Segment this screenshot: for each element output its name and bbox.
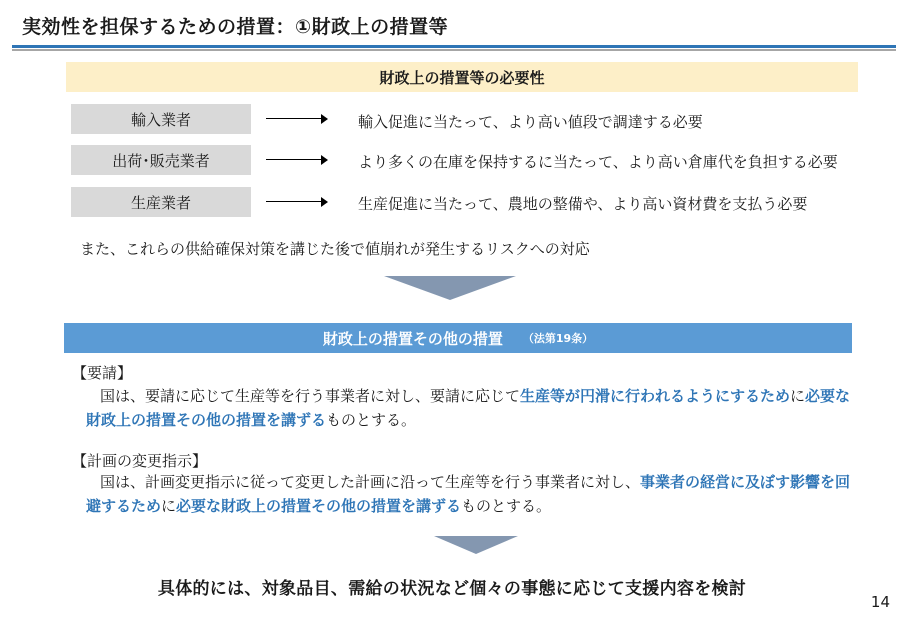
highlight-text: 事業者の経営に及ぼす影響を回避するため <box>86 473 851 515</box>
need-text-shipper-seller: より多くの在庫を保持するに当たって、より高い倉庫代を負担する必要 <box>358 153 838 171</box>
highlight-text: 必要な財政上の措置その他の措置を講ずる <box>86 387 851 429</box>
conclusion-text: 具体的には、対象品目、需給の状況など個々の事態に応じて支援内容を検討 <box>157 579 747 599</box>
body-text: 国は、要請に応じて生産等を行う事業者に対し、要請に応じて <box>100 387 521 405</box>
need-text-importer: 輸入促進に当たって、より高い値段で調達する必要 <box>358 113 703 131</box>
actor-shipper-seller: 出荷･販売業者 <box>71 145 251 175</box>
also-text: また、これらの供給確保対策を講じた後で値崩れが発生するリスクへの対応 <box>80 240 590 258</box>
chevron-down-icon <box>384 276 516 300</box>
section-label-request: 【要請】 <box>72 364 133 382</box>
section-body-request <box>86 384 856 432</box>
need-header: 財政上の措置等の必要性 <box>66 62 858 92</box>
right-arrow-icon <box>266 114 328 124</box>
body-text: に <box>790 387 806 405</box>
section-label-plan-change: 【計画の変更指示】 <box>72 452 208 470</box>
actor-importer: 輸入業者 <box>71 104 251 134</box>
measure-header-law: （法第19条） <box>522 332 594 345</box>
title-underline-gray <box>12 49 896 51</box>
measure-header-title: 財政上の措置その他の措置 <box>322 329 503 348</box>
body-text: に <box>161 497 177 515</box>
body-text: ものとする。 <box>326 411 417 429</box>
highlight-text: 必要な財政上の措置その他の措置を講ずる <box>176 497 462 515</box>
title-underline-blue <box>12 45 896 48</box>
right-arrow-icon <box>266 197 328 207</box>
measure-header <box>64 323 852 353</box>
body-text: 国は、計画変更指示に従って変更した計画に沿って生産等を行う事業者に対し、 <box>100 473 641 491</box>
chevron-down-icon <box>434 536 518 554</box>
highlight-text: 生産等が円滑に行われるようにするため <box>520 387 791 405</box>
need-text-producer: 生産促進に当たって、農地の整備や、より高い資材費を支払う必要 <box>358 195 808 213</box>
section-body-plan-change <box>86 470 856 518</box>
page-number: 14 <box>870 593 890 611</box>
body-text: ものとする。 <box>461 497 552 515</box>
actor-producer: 生産業者 <box>71 187 251 217</box>
slide-title: 実効性を担保するための措置：①財政上の措置等 <box>22 16 449 38</box>
right-arrow-icon <box>266 155 328 165</box>
